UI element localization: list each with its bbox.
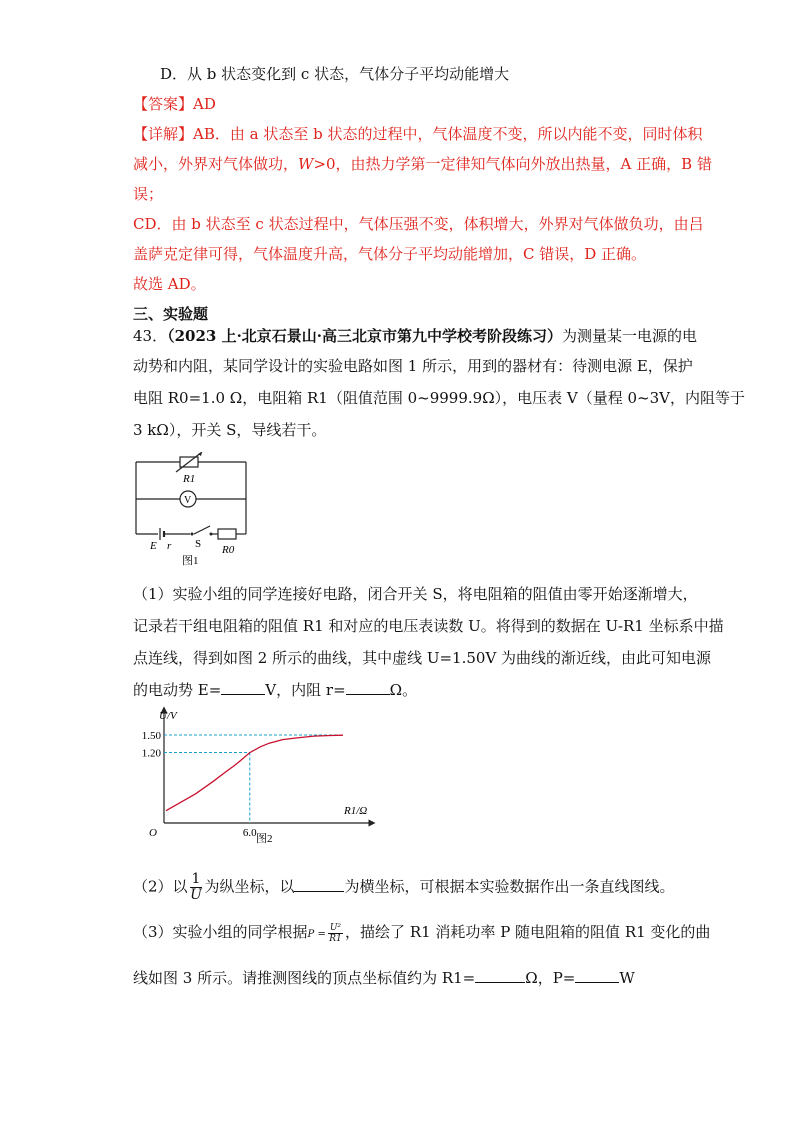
part3-line-2	[133, 968, 635, 988]
section-title: 三、实验题	[133, 305, 209, 323]
part2-text: （2）以	[133, 877, 188, 896]
option-d: D．从 b 状态变化到 c 状态，气体分子平均动能增大	[160, 65, 510, 83]
origin-label: O	[149, 827, 157, 839]
part3-text: Ω，P=	[525, 969, 576, 987]
part3-text: 线如图 3 所示。请推测图线的顶点坐标值约为 R1=	[133, 969, 476, 987]
x-tick-label: 6.0	[242, 827, 257, 839]
power-formula-lhs: P =	[307, 929, 326, 940]
question-text: 为测量某一电源的电	[562, 327, 698, 345]
vertex-r1-blank[interactable]	[475, 968, 525, 983]
fraction-numerator: 1	[191, 871, 201, 887]
question-line-4: 3 kΩ），开关 S，导线若干。	[133, 421, 327, 439]
formula-numerator: U²	[329, 922, 342, 933]
label-v: V	[184, 495, 192, 506]
one-over-u-fraction	[190, 872, 203, 903]
question-line-3: 电阻 R0=1.0 Ω，电阻箱 R1（阻值范围 0~9999.9Ω），电压表 V（量程 0~3V，内阻等于	[133, 389, 745, 407]
explanation-line-3: 误；	[133, 185, 164, 203]
x-axis-blank[interactable]	[294, 877, 344, 892]
explanation-text: AB．由 a 状态至 b 状态的过程中，气体温度不变，所以内能不变，同时体积	[193, 125, 703, 143]
y-tick-label: 1.20	[141, 747, 161, 760]
part1-text: Ω。	[389, 681, 418, 699]
resistor-r0	[218, 529, 236, 539]
answer-label: 【答案】	[133, 95, 194, 113]
part3-text: （3）实验小组的同学根据	[133, 923, 308, 941]
explanation-line-5: 盖萨克定律可得，气体温度升高，气体分子平均动能增加，C 错误，D 正确。	[133, 245, 647, 263]
emf-blank[interactable]	[221, 680, 265, 695]
part1-line-3: 点连线，得到如图 2 所示的曲线，其中虚线 U=1.50V 为曲线的渐近线，由此可知电源	[133, 649, 712, 667]
question-source: （2023 上·北京石景山·高三北京市第九中学校考阶段练习）	[167, 327, 563, 345]
power-formula-fraction	[328, 923, 343, 944]
label-r: r	[167, 540, 172, 552]
part1-line-2: 记录若干组电阻箱的阻值 R1 和对应的电压表读数 U。将得到的数据在 U-R1 坐标系中描	[133, 617, 724, 635]
label-r1: R1	[183, 473, 196, 485]
question-line-2: 动势和内阻，某同学设计的实验电路如图 1 所示，用到的器材有：待测电源 E，保护	[133, 357, 693, 375]
explanation-text: 减小，外界对气体做功，	[133, 155, 299, 173]
label-s: S	[195, 538, 202, 550]
part2-line	[133, 872, 675, 903]
figure1-caption: 图1	[182, 555, 199, 567]
part1-line-1: （1）实验小组的同学连接好电路，闭合开关 S，将电阻箱的阻值由零开始逐渐增大，	[133, 585, 698, 603]
u-r1-chart	[140, 706, 380, 846]
figure2-caption: 图2	[256, 833, 273, 845]
part3-line-1	[133, 922, 710, 945]
label-r0: R0	[222, 544, 235, 556]
question-line-1	[133, 326, 697, 346]
part3-text: ，描绘了 R1 消耗功率 P 随电阻箱的阻值 R1 变化的曲	[345, 923, 711, 941]
explanation-symbol: W	[298, 155, 314, 173]
explanation-label: 【详解】	[133, 125, 194, 143]
part3-text: W	[619, 969, 635, 987]
internal-resistance-blank[interactable]	[346, 680, 390, 695]
part2-text: 为纵坐标，以	[204, 877, 295, 896]
explanation-line-6: 故选 AD。	[133, 275, 206, 293]
part1-text: V，内阻 r=	[265, 681, 346, 699]
part1-text: 的电动势 E=	[133, 681, 222, 699]
explanation-line-1	[133, 124, 703, 144]
vertex-p-blank[interactable]	[575, 968, 619, 983]
part1-line-4	[133, 680, 417, 700]
y-axis-label: U/V	[159, 710, 177, 722]
answer-line	[133, 94, 216, 114]
part2-text: 为横坐标，可根据本实验数据作出一条直线图线。	[344, 877, 675, 896]
label-e: E	[150, 540, 157, 552]
circuit-figure	[132, 452, 262, 567]
x-axis-label: R1/Ω	[344, 805, 368, 817]
fraction-denominator: U	[190, 887, 202, 903]
explanation-text: >0，由热力学第一定律知气体向外放出热量，A 正确，B 错	[313, 155, 712, 173]
u-r1-curve	[166, 735, 343, 811]
formula-denominator: R1	[329, 933, 342, 944]
question-number: 43．	[133, 327, 168, 345]
y-tick-label: 1.50	[141, 729, 161, 742]
explanation-line-4: CD．由 b 状态至 c 状态过程中，气体压强不变，体积增大，外界对气体做负功，由吕	[133, 215, 704, 233]
answer-value: AD	[193, 95, 216, 113]
explanation-line-2	[133, 154, 712, 174]
